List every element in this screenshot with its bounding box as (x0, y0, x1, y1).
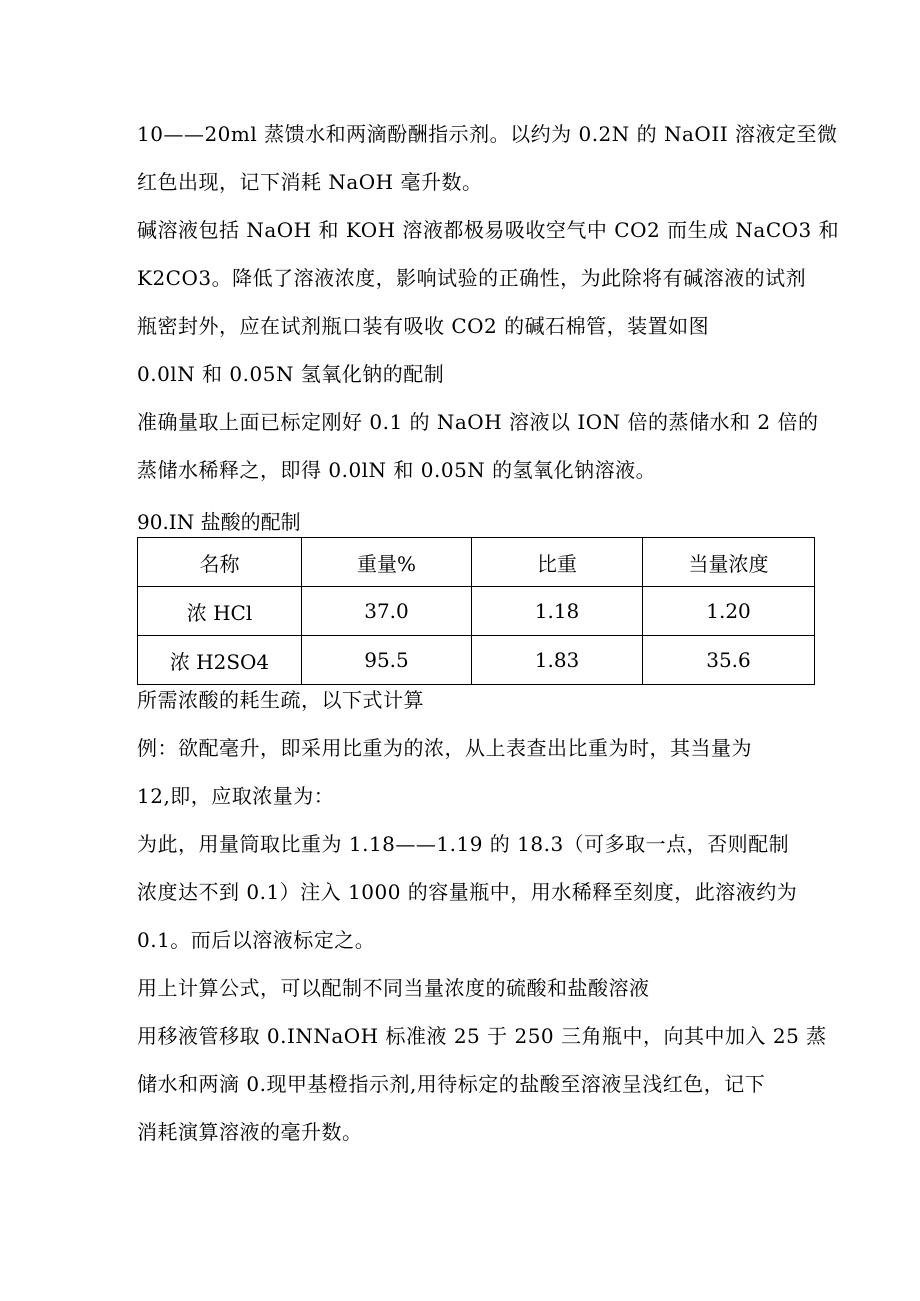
acid-table (137, 537, 815, 685)
table-cell: 1.18 (472, 587, 643, 636)
table-row (138, 636, 815, 685)
text-line: 消耗演算溶液的毫升数。 (137, 1120, 363, 1144)
table-cell: 1.83 (472, 636, 643, 685)
table-cell: 35.6 (643, 636, 815, 685)
table-cell: 1.20 (643, 587, 815, 636)
text-line: 用移液管移取 0.INNaOH 标准液 25 于 250 三角瓶中，向其中加入 25 蒸 (137, 1024, 827, 1048)
table-header-cell: 重量% (302, 538, 472, 587)
text-line: 红色出现，记下消耗 NaOH 毫升数。 (137, 170, 483, 194)
text-line: 用上计算公式，可以配制不同当量浓度的硫酸和盐酸溶液 (137, 976, 650, 1000)
text-line: 为此，用量筒取比重为 1.18——1.19 的 18.3（可多取一点，否则配制 (137, 832, 790, 856)
table-header-cell: 名称 (138, 538, 302, 587)
text-line: 0.1。而后以溶液标定之。 (137, 928, 376, 952)
text-line: 浓度达不到 0.1）注入 1000 的容量瓶中，用水稀释至刻度，此溶液约为 (137, 880, 798, 904)
text-line: 准确量取上面已标定刚好 0.1 的 NaOH 溶液以 ION 倍的蒸储水和 2 倍的 (137, 410, 819, 434)
text-line: 储水和两滴 0.现甲基橙指示剂,用待标定的盐酸至溶液呈浅红色，记下 (137, 1072, 766, 1096)
text-line: 碱溶液包括 NaOH 和 KOH 溶液都极易吸收空气中 CO2 而生成 NaCO3 和 (137, 218, 840, 242)
table-row (138, 587, 815, 636)
table-header-row (138, 538, 815, 587)
table-cell: 浓 H2SO4 (138, 636, 302, 685)
table-header-cell: 当量浓度 (643, 538, 815, 587)
text-line: 10——20ml 蒸馈水和两滴酚酬指示剂。以约为 0.2N 的 NaOII 溶液定至微 (137, 122, 838, 146)
table-cell: 95.5 (302, 636, 472, 685)
text-line: K2CO3。降低了溶液浓度，影响试验的正确性，为此除将有碱溶液的试剂 (137, 266, 807, 290)
text-line: 蒸储水稀释之，即得 0.0lN 和 0.05N 的氢氧化钠溶液。 (137, 458, 657, 482)
text-line: 12,即，应取浓量为： (137, 784, 335, 808)
text-line: 例：欲配毫升，即采用比重为的浓，从上表查出比重为时，其当量为 (137, 736, 752, 760)
table-cell: 37.0 (302, 587, 472, 636)
text-line: 瓶密封外，应在试剂瓶口装有吸收 CO2 的碱石棉管，装置如图 (137, 314, 710, 338)
table-caption: 90.IN 盐酸的配制 (137, 510, 301, 534)
table-cell: 浓 HCl (138, 587, 302, 636)
text-line: 所需浓酸的耗生疏，以下式计算 (137, 688, 424, 712)
table-header-cell: 比重 (472, 538, 643, 587)
section-heading: 0.0lN 和 0.05N 氢氧化钠的配制 (137, 362, 445, 386)
